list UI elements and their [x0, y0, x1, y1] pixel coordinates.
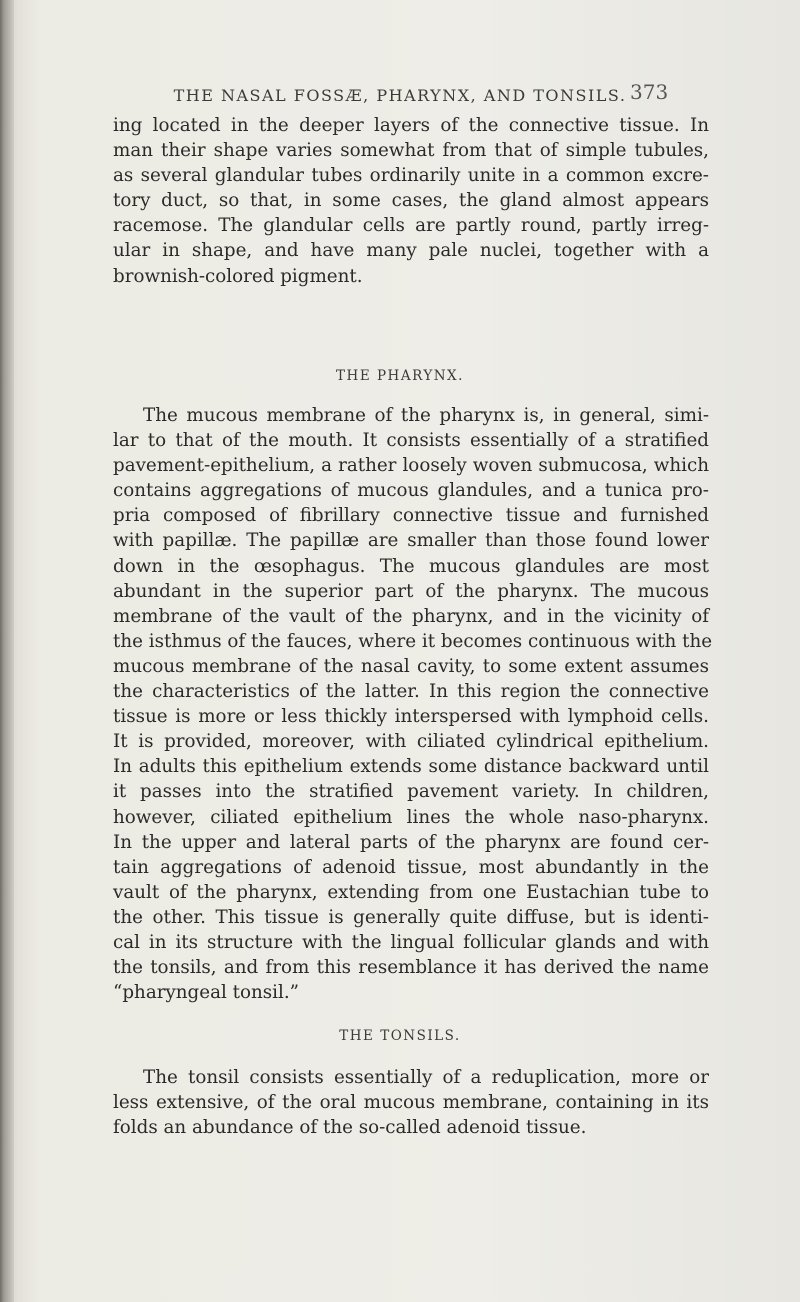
- text-line: as several glandular tubes ordinarily unite in a common excre-: [113, 165, 709, 187]
- paragraph-glands-continued: [113, 113, 709, 289]
- text-line: the isthmus of the fauces, where it becomes continuous with the: [113, 630, 713, 652]
- section-heading-pharynx: THE PHARYNX.: [336, 368, 464, 384]
- text-line: ular in shape, and have many pale nuclei, together with a: [113, 240, 709, 262]
- text-line: It is provided, moreover, with ciliated cylindrical epithelium.: [113, 731, 709, 753]
- text-line: membrane of the vault of the pharynx, and in the vicinity of: [113, 605, 709, 627]
- text-line: folds an abundance of the so-called adenoid tissue.: [113, 1117, 587, 1139]
- text-line: however, ciliated epithelium lines the whole naso-pharynx.: [113, 806, 709, 828]
- paragraph-tonsils: [113, 1065, 709, 1140]
- text-line: pria composed of fibrillary connective tissue and furnished: [113, 505, 709, 527]
- section-heading-tonsils: THE TONSILS.: [339, 1028, 461, 1044]
- text-line: with papillæ. The papillæ are smaller than those found lower: [113, 530, 709, 552]
- text-line: it passes into the stratified pavement variety. In children,: [113, 781, 709, 803]
- text-line: ing located in the deeper layers of the connective tissue. In: [113, 115, 709, 136]
- paragraph-pharynx: [113, 403, 713, 1005]
- text-line: down in the œsophagus. The mucous glandules are most: [113, 555, 709, 577]
- text-line: lar to that of the mouth. It consists essentially of a stratified: [113, 430, 709, 452]
- text-line: In the upper and lateral parts of the pharynx are found cer-: [113, 831, 709, 853]
- text-line: tissue is more or less thickly interspersed with lymphoid cells.: [113, 706, 709, 728]
- text-line: tain aggregations of adenoid tissue, most abundantly in the: [113, 856, 709, 878]
- page-number: 373: [630, 80, 669, 104]
- text-line: the characteristics of the latter. In this region the connective: [113, 681, 709, 703]
- text-line: man their shape varies somewhat from that of simple tubules,: [113, 140, 709, 162]
- text-line: mucous membrane of the nasal cavity, to some extent assumes: [113, 655, 709, 677]
- text-line: vault of the pharynx, extending from one Eustachian tube to: [113, 881, 709, 903]
- running-head: THE NASAL FOSSÆ, PHARYNX, AND TONSILS.: [173, 86, 627, 105]
- text-line: The tonsil consists essentially of a reduplication, more or: [143, 1067, 709, 1088]
- text-line: In adults this epithelium extends some distance backward until: [113, 756, 709, 778]
- text-line: the tonsils, and from this resemblance it has derived the name: [113, 957, 709, 979]
- text-line: pavement-epithelium, a rather loosely woven submucosa, which: [113, 455, 709, 477]
- text-line: “pharyngeal tonsil.”: [113, 982, 299, 1004]
- text-line: brownish-colored pigment.: [113, 265, 363, 287]
- text-line: the other. This tissue is generally quite diffuse, but is identi-: [113, 906, 709, 928]
- text-line: contains aggregations of mucous glandules, and a tunica pro-: [113, 480, 709, 502]
- text-line: cal in its structure with the lingual follicular glands and with: [113, 931, 709, 953]
- text-line: The mucous membrane of the pharynx is, in general, simi-: [143, 405, 709, 426]
- text-line: tory duct, so that, in some cases, the gland almost appears: [113, 190, 709, 212]
- binding-gutter: [0, 0, 14, 1302]
- text-line: abundant in the superior part of the pharynx. The mucous: [113, 580, 709, 602]
- text-line: less extensive, of the oral mucous membrane, containing in its: [113, 1092, 709, 1114]
- text-line: racemose. The glandular cells are partly round, partly irreg-: [113, 215, 709, 237]
